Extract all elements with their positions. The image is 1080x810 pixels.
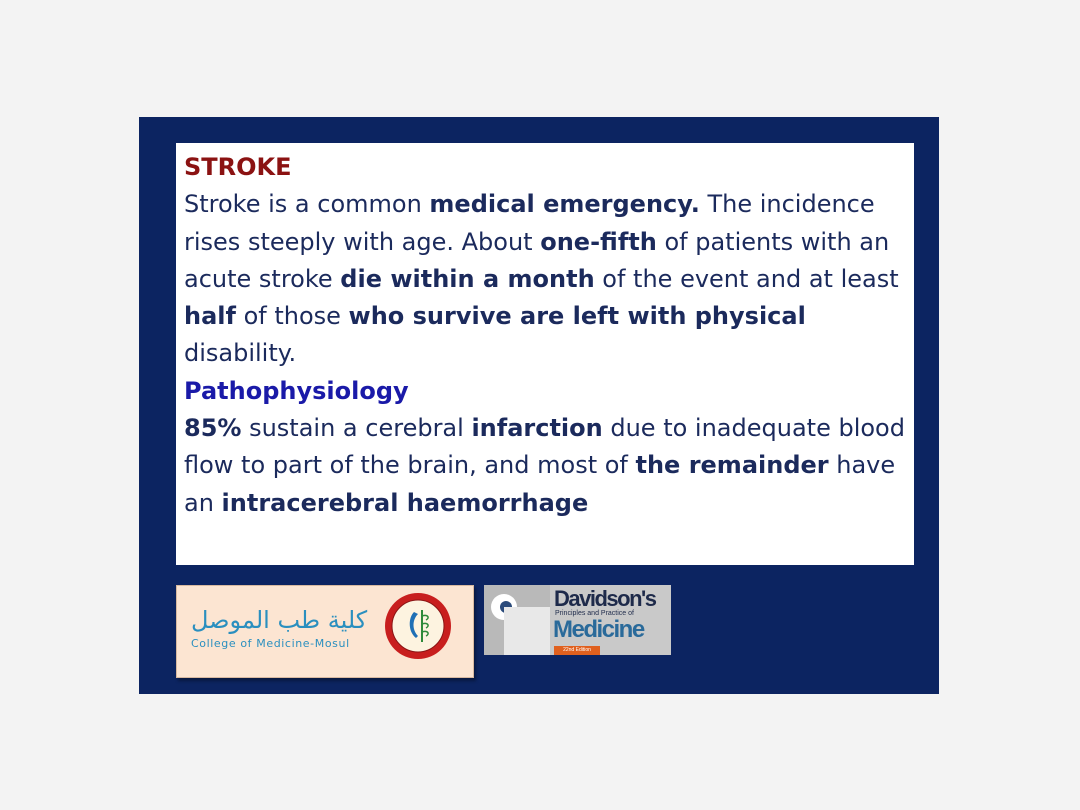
college-seal-icon: [384, 592, 452, 660]
college-name-english: College of Medicine-Mosul: [191, 637, 350, 650]
college-name-arabic: كلية طب الموصل: [191, 606, 368, 634]
emphasis-text: the remainder: [635, 451, 829, 480]
content-box: [176, 143, 914, 565]
emphasis-text: infarction: [471, 414, 603, 443]
college-of-medicine-logo: [176, 585, 474, 678]
pathophysiology-paragraph: [184, 410, 906, 522]
book-title-medicine: Medicine: [553, 616, 644, 643]
book-title-davidsons: Davidson's: [554, 586, 656, 611]
body-text: have an: [184, 451, 896, 517]
emphasis-text: intracerebral haemorrhage: [221, 488, 589, 517]
davidsons-medicine-logo: [484, 585, 671, 655]
emphasis-text: who survive are left with physical: [348, 302, 806, 331]
body-text: of the event and at least: [594, 264, 899, 293]
slide-frame: [139, 117, 939, 694]
emphasis-text: one-fifth: [540, 227, 657, 256]
intro-paragraph: [184, 186, 906, 372]
body-text: due to inadequate blood flow to part of the brain, and most of: [184, 414, 905, 480]
section-subheading: Pathophysiology: [184, 376, 409, 405]
body-text: disability.: [184, 339, 297, 368]
body-text: of patients with an acute stroke: [184, 227, 890, 293]
body-text: sustain a cerebral: [241, 414, 472, 443]
book-emblem-icon: [484, 585, 550, 655]
body-text: Stroke is a common: [184, 190, 430, 219]
book-subtitle: Principles and Practice of: [555, 610, 634, 617]
body-text: The incidence rises steeply with age. About: [184, 190, 875, 256]
emphasis-text: 85%: [184, 414, 242, 443]
emphasis-text: half: [184, 302, 236, 331]
emphasis-text: die within a month: [340, 264, 595, 293]
emphasis-text: medical emergency.: [429, 190, 700, 219]
body-text: of those: [235, 302, 349, 331]
book-edition-badge: 22nd Edition: [554, 646, 600, 655]
slide-heading: STROKE: [184, 153, 292, 181]
